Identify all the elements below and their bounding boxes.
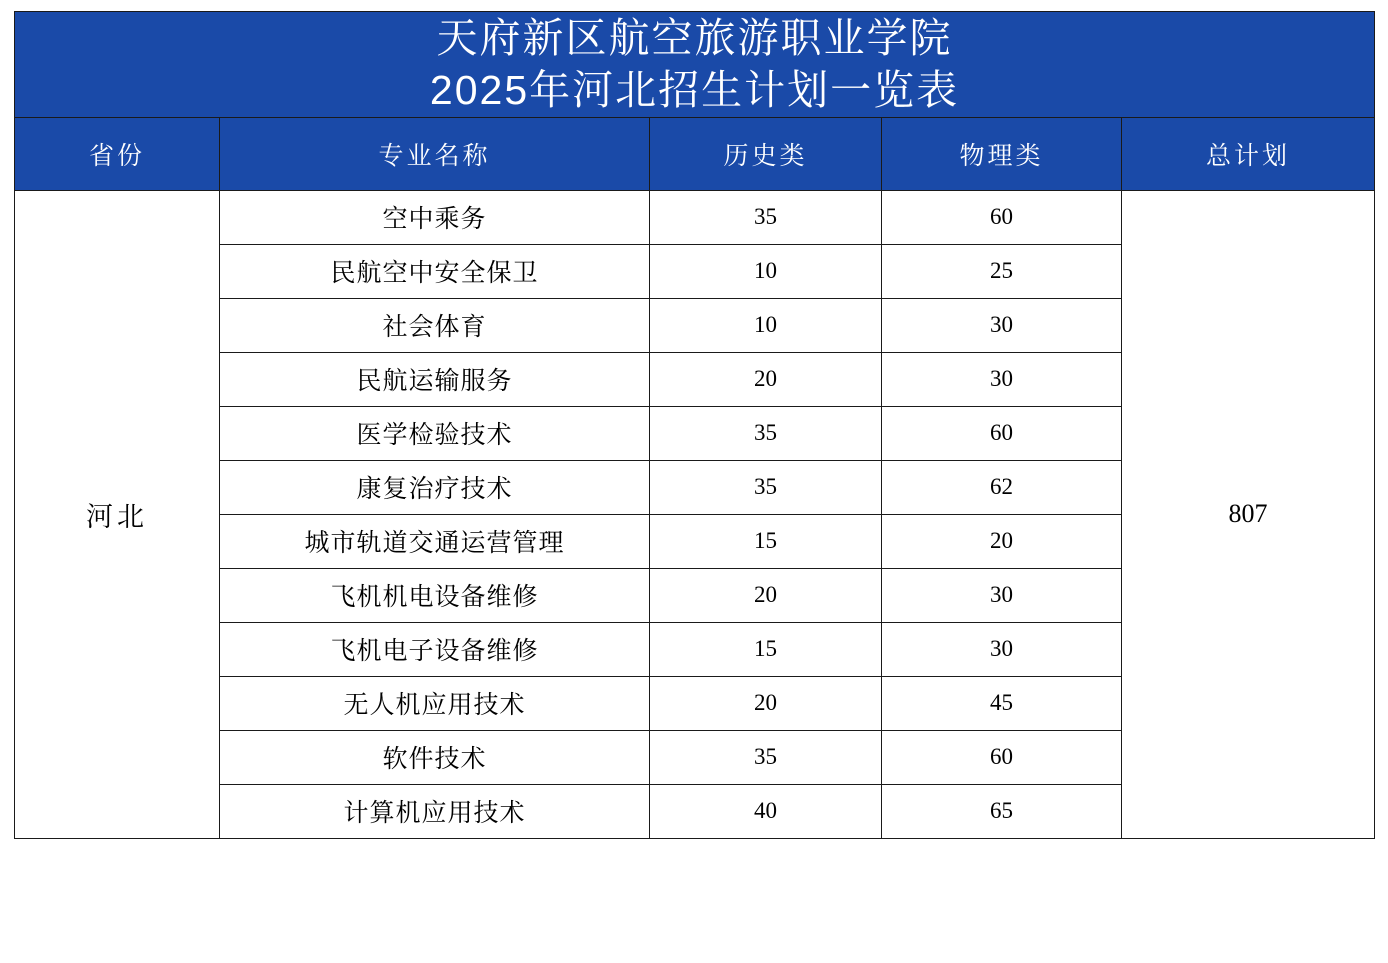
history-count-cell: 35 (650, 730, 882, 784)
column-header-major: 专业名称 (220, 117, 650, 190)
history-count-cell: 35 (650, 406, 882, 460)
physics-count-cell: 62 (882, 460, 1122, 514)
column-header-province: 省份 (15, 117, 220, 190)
column-header-physics: 物理类 (882, 117, 1122, 190)
physics-count-cell: 60 (882, 730, 1122, 784)
history-count-cell: 10 (650, 298, 882, 352)
admission-plan-table (14, 11, 1375, 839)
column-header-history: 历史类 (650, 117, 882, 190)
history-count-cell: 35 (650, 190, 882, 244)
title-line-1: 天府新区航空旅游职业学院 (436, 15, 953, 61)
history-count-cell: 40 (650, 784, 882, 838)
physics-count-cell: 20 (882, 514, 1122, 568)
physics-count-cell: 30 (882, 622, 1122, 676)
major-name-cell: 民航运输服务 (220, 352, 650, 406)
history-count-cell: 10 (650, 244, 882, 298)
physics-count-cell: 30 (882, 568, 1122, 622)
physics-count-cell: 30 (882, 352, 1122, 406)
table-header-row (15, 117, 1375, 190)
major-name-cell: 城市轨道交通运营管理 (220, 514, 650, 568)
province-cell: 河北 (15, 190, 220, 838)
major-name-cell: 医学检验技术 (220, 406, 650, 460)
physics-count-cell: 60 (882, 190, 1122, 244)
physics-count-cell: 45 (882, 676, 1122, 730)
page-title (15, 12, 1375, 118)
physics-count-cell: 30 (882, 298, 1122, 352)
history-count-cell: 20 (650, 352, 882, 406)
title-row (15, 12, 1375, 118)
major-name-cell: 计算机应用技术 (220, 784, 650, 838)
plan-sheet (0, 11, 1388, 963)
history-count-cell: 15 (650, 622, 882, 676)
physics-count-cell: 60 (882, 406, 1122, 460)
column-header-total: 总计划 (1122, 117, 1375, 190)
physics-count-cell: 25 (882, 244, 1122, 298)
title-line-2: 2025年河北招生计划一览表 (429, 67, 960, 114)
physics-count-cell: 65 (882, 784, 1122, 838)
history-count-cell: 20 (650, 568, 882, 622)
major-name-cell: 软件技术 (220, 730, 650, 784)
major-name-cell: 飞机机电设备维修 (220, 568, 650, 622)
history-count-cell: 15 (650, 514, 882, 568)
total-plan-cell: 807 (1122, 190, 1375, 838)
major-name-cell: 民航空中安全保卫 (220, 244, 650, 298)
major-name-cell: 飞机电子设备维修 (220, 622, 650, 676)
history-count-cell: 20 (650, 676, 882, 730)
history-count-cell: 35 (650, 460, 882, 514)
major-name-cell: 社会体育 (220, 298, 650, 352)
major-name-cell: 康复治疗技术 (220, 460, 650, 514)
major-name-cell: 无人机应用技术 (220, 676, 650, 730)
major-name-cell: 空中乘务 (220, 190, 650, 244)
table-row (15, 190, 1375, 244)
